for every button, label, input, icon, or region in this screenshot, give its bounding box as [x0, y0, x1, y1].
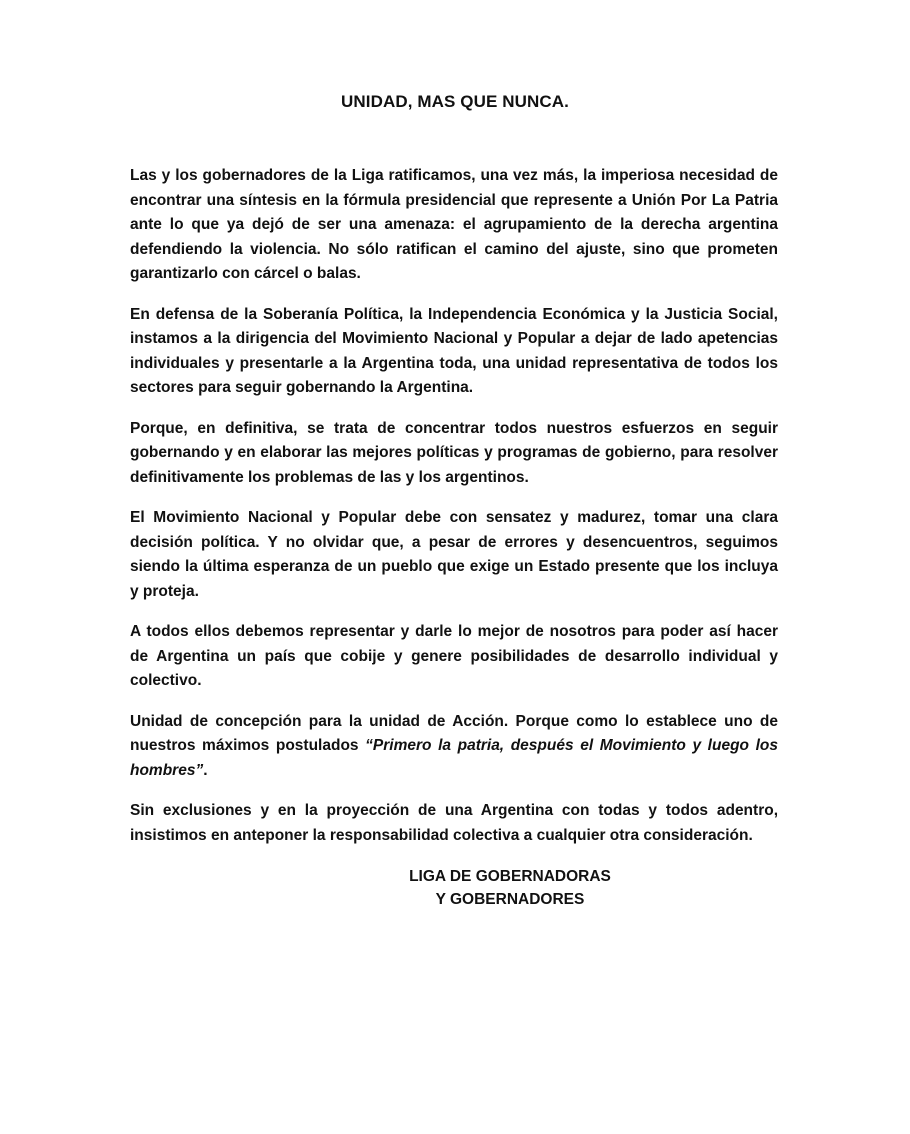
signature-line-1: LIGA DE GOBERNADORAS [409, 868, 611, 885]
document-title: UNIDAD, MAS QUE NUNCA. [341, 92, 569, 111]
paragraph-5: A todos ellos debemos representar y darle lo mejor de nosotros para poder así hacer de Argentina un país que cobije y genere posibilidades de desarrollo individual y colectivo. [130, 623, 778, 689]
signature-line-2: Y GOBERNADORES [435, 891, 585, 908]
paragraph-6-end: . [203, 761, 208, 779]
paragraph-3: Porque, en definitiva, se trata de concentrar todos nuestros esfuerzos en seguir gobernando y en elaborar las mejores políticas y programas de gobierno, para resolver definitivamente los problemas de las y los argentinos. [130, 419, 778, 486]
document-body [130, 164, 778, 864]
paragraph-6-text: Unidad de concepción para la unidad de Acción. Porque como lo establece uno de nuestros máximos postulados [130, 712, 778, 754]
paragraph-6 [130, 710, 778, 784]
paragraph-4: El Movimiento Nacional y Popular debe con sensatez y madurez, tomar una clara decisión política. Y no olvidar que, a pesar de errores y desencuentros, seguimos siendo la última esperanza de un pueblo que exige un Estado presente que los incluya y proteja. [130, 509, 778, 600]
signature-block [380, 865, 640, 911]
paragraph-2: En defensa de la Soberanía Política, la Independencia Económica y la Justicia Social, instamos a la dirigencia del Movimiento Nacional y Popular a dejar de lado apetencias individuales y presentarle a la Argentina toda, una unidad representativa de todos los sectores para seguir gobernando la Argentina. [130, 305, 778, 396]
paragraph-7: Sin exclusiones y en la proyección de una Argentina con todas y todos adentro, insistimos en anteponer la responsabilidad colectiva a cualquier otra consideración. [130, 802, 778, 844]
quote-text: “Primero la patria, después el Movimiento y luego los hombres” [130, 737, 778, 779]
paragraph-1: Las y los gobernadores de la Liga ratificamos, una vez más, la imperiosa necesidad de encontrar una síntesis en la fórmula presidencial que represente a Unión Por La Patria ante lo que ya dejó de ser una amenaza: el agrupamiento de la derecha argentina defendiendo la violencia. No sólo ratifican el camino del ajuste, sino que prometen garantizarlo con cárcel o balas. [130, 167, 778, 282]
